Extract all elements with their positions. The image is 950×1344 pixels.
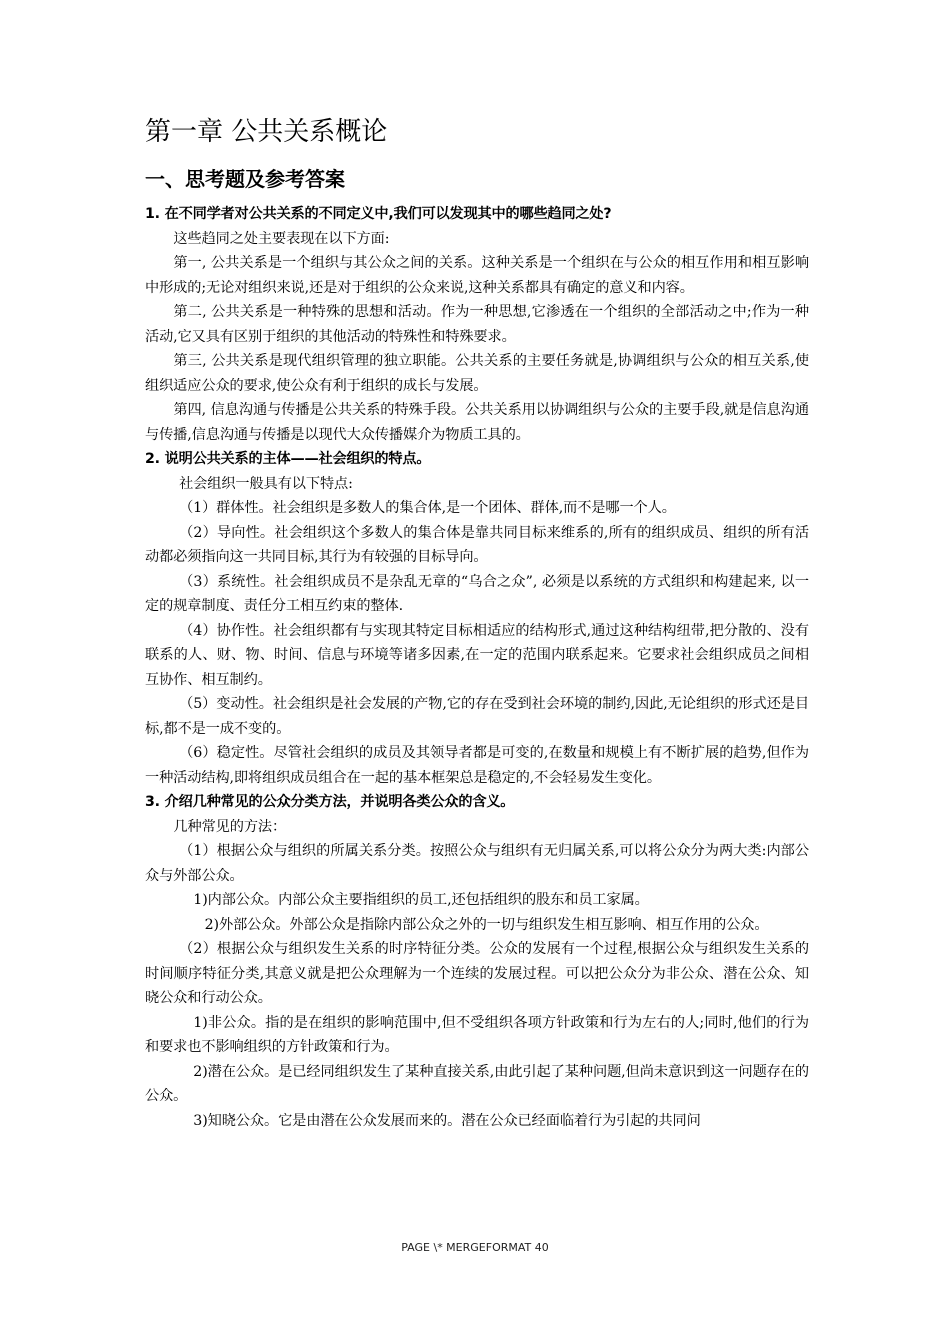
answer-2-intro: 社会组织一般具有以下特点: [179, 475, 353, 492]
question-3: 3. 介绍几种常见的公众分类方法，并说明各类公众的含义。 [145, 794, 515, 810]
chapter-title [145, 112, 809, 152]
answer-1-point-2: 第二, 公共关系是一种特殊的思想和活动。作为一种思想,它渗透在一个组织的全部活动之中;作为一种活动,它又具有区别于组织的其他活动的特殊性和特殊要求。 [145, 304, 809, 345]
answer-3-intro: 几种常见的方法： [173, 818, 287, 835]
answer-3-method-1-b: 2)外部公众。外部公众是指除内部公众之外的一切与组织发生相互影响、相互作用的公众。 [204, 916, 769, 933]
answer-2-point-3: （3）系统性。社会组织成员不是杂乱无章的“乌合之众”, 必须是以系统的方式组织和构建起来, 以一定的规章制度、责任分工相互约束的整体. [145, 573, 809, 614]
answer-3-method-2: （2）根据公众与组织发生关系的时序特征分类。公众的发展有一个过程,根据公众与组织发生关系的时间顺序特征分类,其意义就是把公众理解为一个连续的发展过程。可以把公众分为非公众、潜在公众、知晓公众和行动公众。 [145, 941, 809, 1006]
answer-2-point-2: （2）导向性。社会组织这个多数人的集合体是靠共同目标来维系的,所有的组织成员、组织的所有活动都必须指向这一共同目标,其行为有较强的目标导向。 [145, 524, 809, 565]
question-2: 2. 说明公共关系的主体——社会组织的特点。 [145, 451, 431, 467]
answer-3-method-2-c: 3)知晓公众。它是由潜在公众发展而来的。潜在公众已经面临着行为引起的共同问 [193, 1112, 701, 1129]
answer-2-point-6: （6）稳定性。尽管社会组织的成员及其领导者都是可变的,在数量和规模上有不断扩展的趋势,但作为一种活动结构,即将组织成员组合在一起的基本框架总是稳定的,不会轻易发生变化。 [145, 745, 809, 786]
answer-2-point-5: （5）变动性。社会组织是社会发展的产物,它的存在受到社会环境的制约,因此,无论组织的形式还是目标,都不是一成不变的。 [145, 696, 809, 737]
chapter-prefix: 第一章 [145, 117, 224, 147]
answer-1-point-4: 第四, 信息沟通与传播是公共关系的特殊手段。公共关系用以协调组织与公众的主要手段,就是信息沟通与传播,信息沟通与传播是以现代大众传播媒介为物质工具的。 [145, 402, 809, 443]
chapter-name: 公共关系概论 [231, 117, 388, 147]
answer-2-point-4: （4）协作性。社会组织都有与实现其特定目标相适应的结构形式,通过这种结构纽带,把分散的、没有联系的人、财、物、时间、信息与环境等诸多因素,在一定的范围内联系起来。它要求社会组织成员之间相互协作、相互制约。 [145, 622, 809, 688]
answer-2-point-1: （1）群体性。社会组织是多数人的集合体,是一个团体、群体,而不是哪一个人。 [179, 500, 676, 516]
question-1: 1. 在不同学者对公共关系的不同定义中,我们可以发现其中的哪些趋同之处? [145, 206, 612, 222]
section-title: 一、思考题及参考答案 [145, 167, 345, 191]
answer-3-method-2-a: 1)非公众。指的是在组织的影响范围中,但不受组织各项方针政策和行为左右的人;同时,他们的行为和要求也不影响组织的方针政策和行为。 [145, 1014, 809, 1055]
answer-3-method-1: （1）根据公众与组织的所属关系分类。按照公众与组织有无归属关系,可以将公众分为两大类:内部公众与外部公众。 [145, 843, 809, 884]
answer-3-method-1-a: 1)内部公众。内部公众主要指组织的员工,还包括组织的股东和员工家属。 [193, 892, 649, 908]
answer-1-point-1: 第一, 公共关系是一个组织与其公众之间的关系。这种关系是一个组织在与公众的相互作用和相互影响中形成的;无论对组织来说,还是对于组织的公众来说,这种关系都具有确定的意义和内容。 [145, 255, 809, 296]
answer-3-method-2-b: 2)潜在公众。是已经同组织发生了某种直接关系,由此引起了某种问题,但尚未意识到这一问题存在的公众。 [145, 1063, 809, 1104]
document-page [145, 112, 809, 1133]
page-footer: PAGE \* MERGEFORMAT 40 [401, 1241, 549, 1254]
answer-1-intro: 这些趋同之处主要表现在以下方面: [173, 230, 390, 247]
answer-1-point-3: 第三, 公共关系是现代组织管理的独立职能。公共关系的主要任务就是,协调组织与公众的相互关系,使组织适应公众的要求,使公众有利于组织的成长与发展。 [145, 353, 809, 394]
